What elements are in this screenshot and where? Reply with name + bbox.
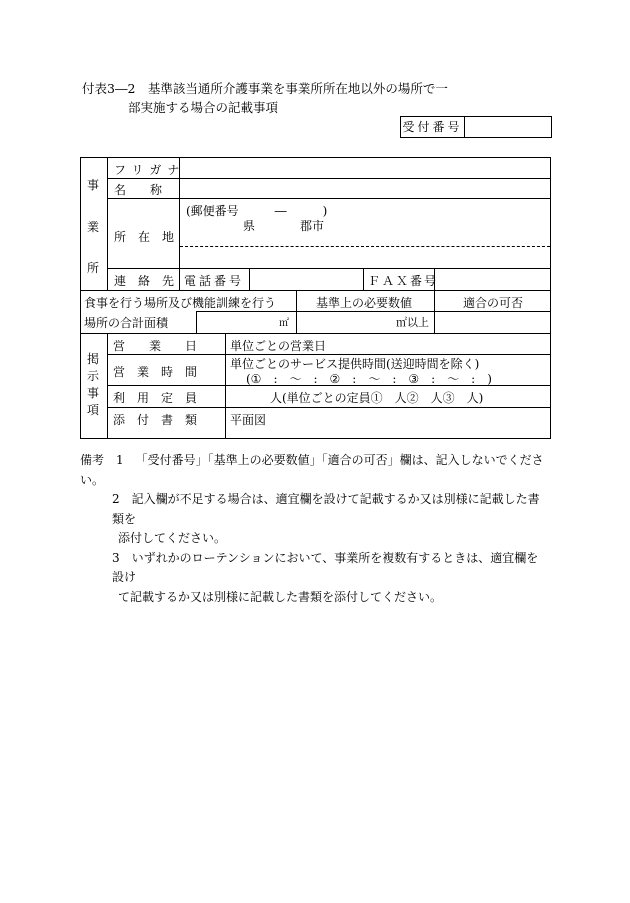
postal-code-field[interactable]: (郵便番号 ― ) bbox=[186, 204, 328, 218]
office-section-char-3: 所 bbox=[87, 261, 100, 275]
required-unit: ㎡以上 bbox=[396, 316, 429, 329]
notes-section bbox=[80, 451, 550, 607]
posting-section-char-4: 項 bbox=[87, 403, 100, 417]
office-section-char-1: 事 bbox=[87, 178, 100, 192]
office-section-char-2: 業 bbox=[87, 220, 100, 234]
note-item-2-continued: 添付してください。 bbox=[118, 531, 227, 545]
phone-field[interactable] bbox=[251, 270, 362, 289]
note-text: いずれかのローテンションにおいて、事業所を複数有するときは、適宜欄を設け bbox=[112, 550, 539, 584]
address-label: 所 在 地 bbox=[114, 230, 175, 244]
attachment-label: 添 付 書 類 bbox=[113, 413, 198, 427]
area-value-field[interactable] bbox=[198, 313, 295, 332]
posting-section-char-1: 掲 bbox=[87, 352, 100, 366]
conformity-field[interactable] bbox=[436, 313, 549, 332]
posting-section-char-3: 事 bbox=[87, 386, 100, 400]
posting-section-char-2: 示 bbox=[87, 369, 100, 383]
contact-label: 連 絡 先 bbox=[114, 274, 175, 288]
capacity-value[interactable]: 人(単位ごとの定員① 人② 人③ 人) bbox=[270, 391, 484, 405]
form-title-line2: 部実施する場合の記載事項 bbox=[128, 100, 279, 115]
form-title-line1: 付表3―2 基準該当通所介護事業を事業所所在地以外の場所で一 bbox=[82, 81, 448, 96]
notes-heading: 備考 bbox=[80, 453, 105, 467]
city-suffix: 郡市 bbox=[300, 219, 325, 233]
area-label-line2: 場所の合計面積 bbox=[84, 316, 169, 330]
note-text: 記入欄が不足する場合は、適宜欄を設けて記載するか又は別様に記載した書類を bbox=[112, 492, 540, 526]
business-hours-value-line1[interactable]: 単位ごとのサービス提供時間(送迎時間を除く) bbox=[230, 357, 480, 371]
prefecture-suffix: 県 bbox=[243, 219, 256, 233]
phone-label: 電話番号 bbox=[184, 274, 245, 288]
business-hours-value-line2[interactable]: (① : ～ : ② : ～ : ③ : ～ : ) bbox=[246, 372, 492, 386]
note-text: 「受付番号」「基準上の必要数値」「適合の可否」欄は、記入しないでください。 bbox=[80, 453, 544, 487]
attachment-value: 平面図 bbox=[230, 413, 267, 427]
name-label: 名 称 bbox=[114, 183, 163, 197]
receipt-number-field[interactable] bbox=[464, 116, 552, 138]
conformity-header: 適合の可否 bbox=[463, 296, 524, 310]
furigana-label: フリガナ bbox=[114, 163, 186, 177]
note-item-3-continued: て記載するか又は別様に記載した書類を添付してください。 bbox=[118, 589, 443, 604]
business-days-value[interactable]: 単位ごとの営業日 bbox=[230, 339, 327, 353]
note-number: 1 bbox=[116, 453, 124, 467]
note-item-1 bbox=[80, 451, 550, 490]
required-value-header: 基準上の必要数値 bbox=[316, 296, 413, 310]
name-field[interactable] bbox=[181, 180, 549, 197]
capacity-label: 利 用 定 員 bbox=[113, 391, 198, 405]
required-value-field[interactable] bbox=[298, 313, 433, 332]
business-hours-label: 営 業 時 間 bbox=[113, 365, 198, 379]
receipt-number-label: 受付番号 bbox=[400, 116, 464, 138]
note-number: 3 bbox=[112, 550, 120, 565]
note-item-3 bbox=[80, 549, 550, 588]
furigana-field[interactable] bbox=[181, 159, 549, 177]
fax-field[interactable] bbox=[436, 270, 549, 289]
address-detail-field[interactable] bbox=[181, 248, 549, 267]
area-label-line1: 食事を行う場所及び機能訓練を行う bbox=[84, 296, 277, 310]
note-number: 2 bbox=[112, 492, 120, 506]
business-days-label: 営 業 日 bbox=[113, 339, 198, 353]
fax-label: ＦＡＸ番号 bbox=[368, 274, 439, 288]
note-item-2 bbox=[80, 490, 550, 529]
area-unit: ㎡ bbox=[279, 318, 289, 329]
